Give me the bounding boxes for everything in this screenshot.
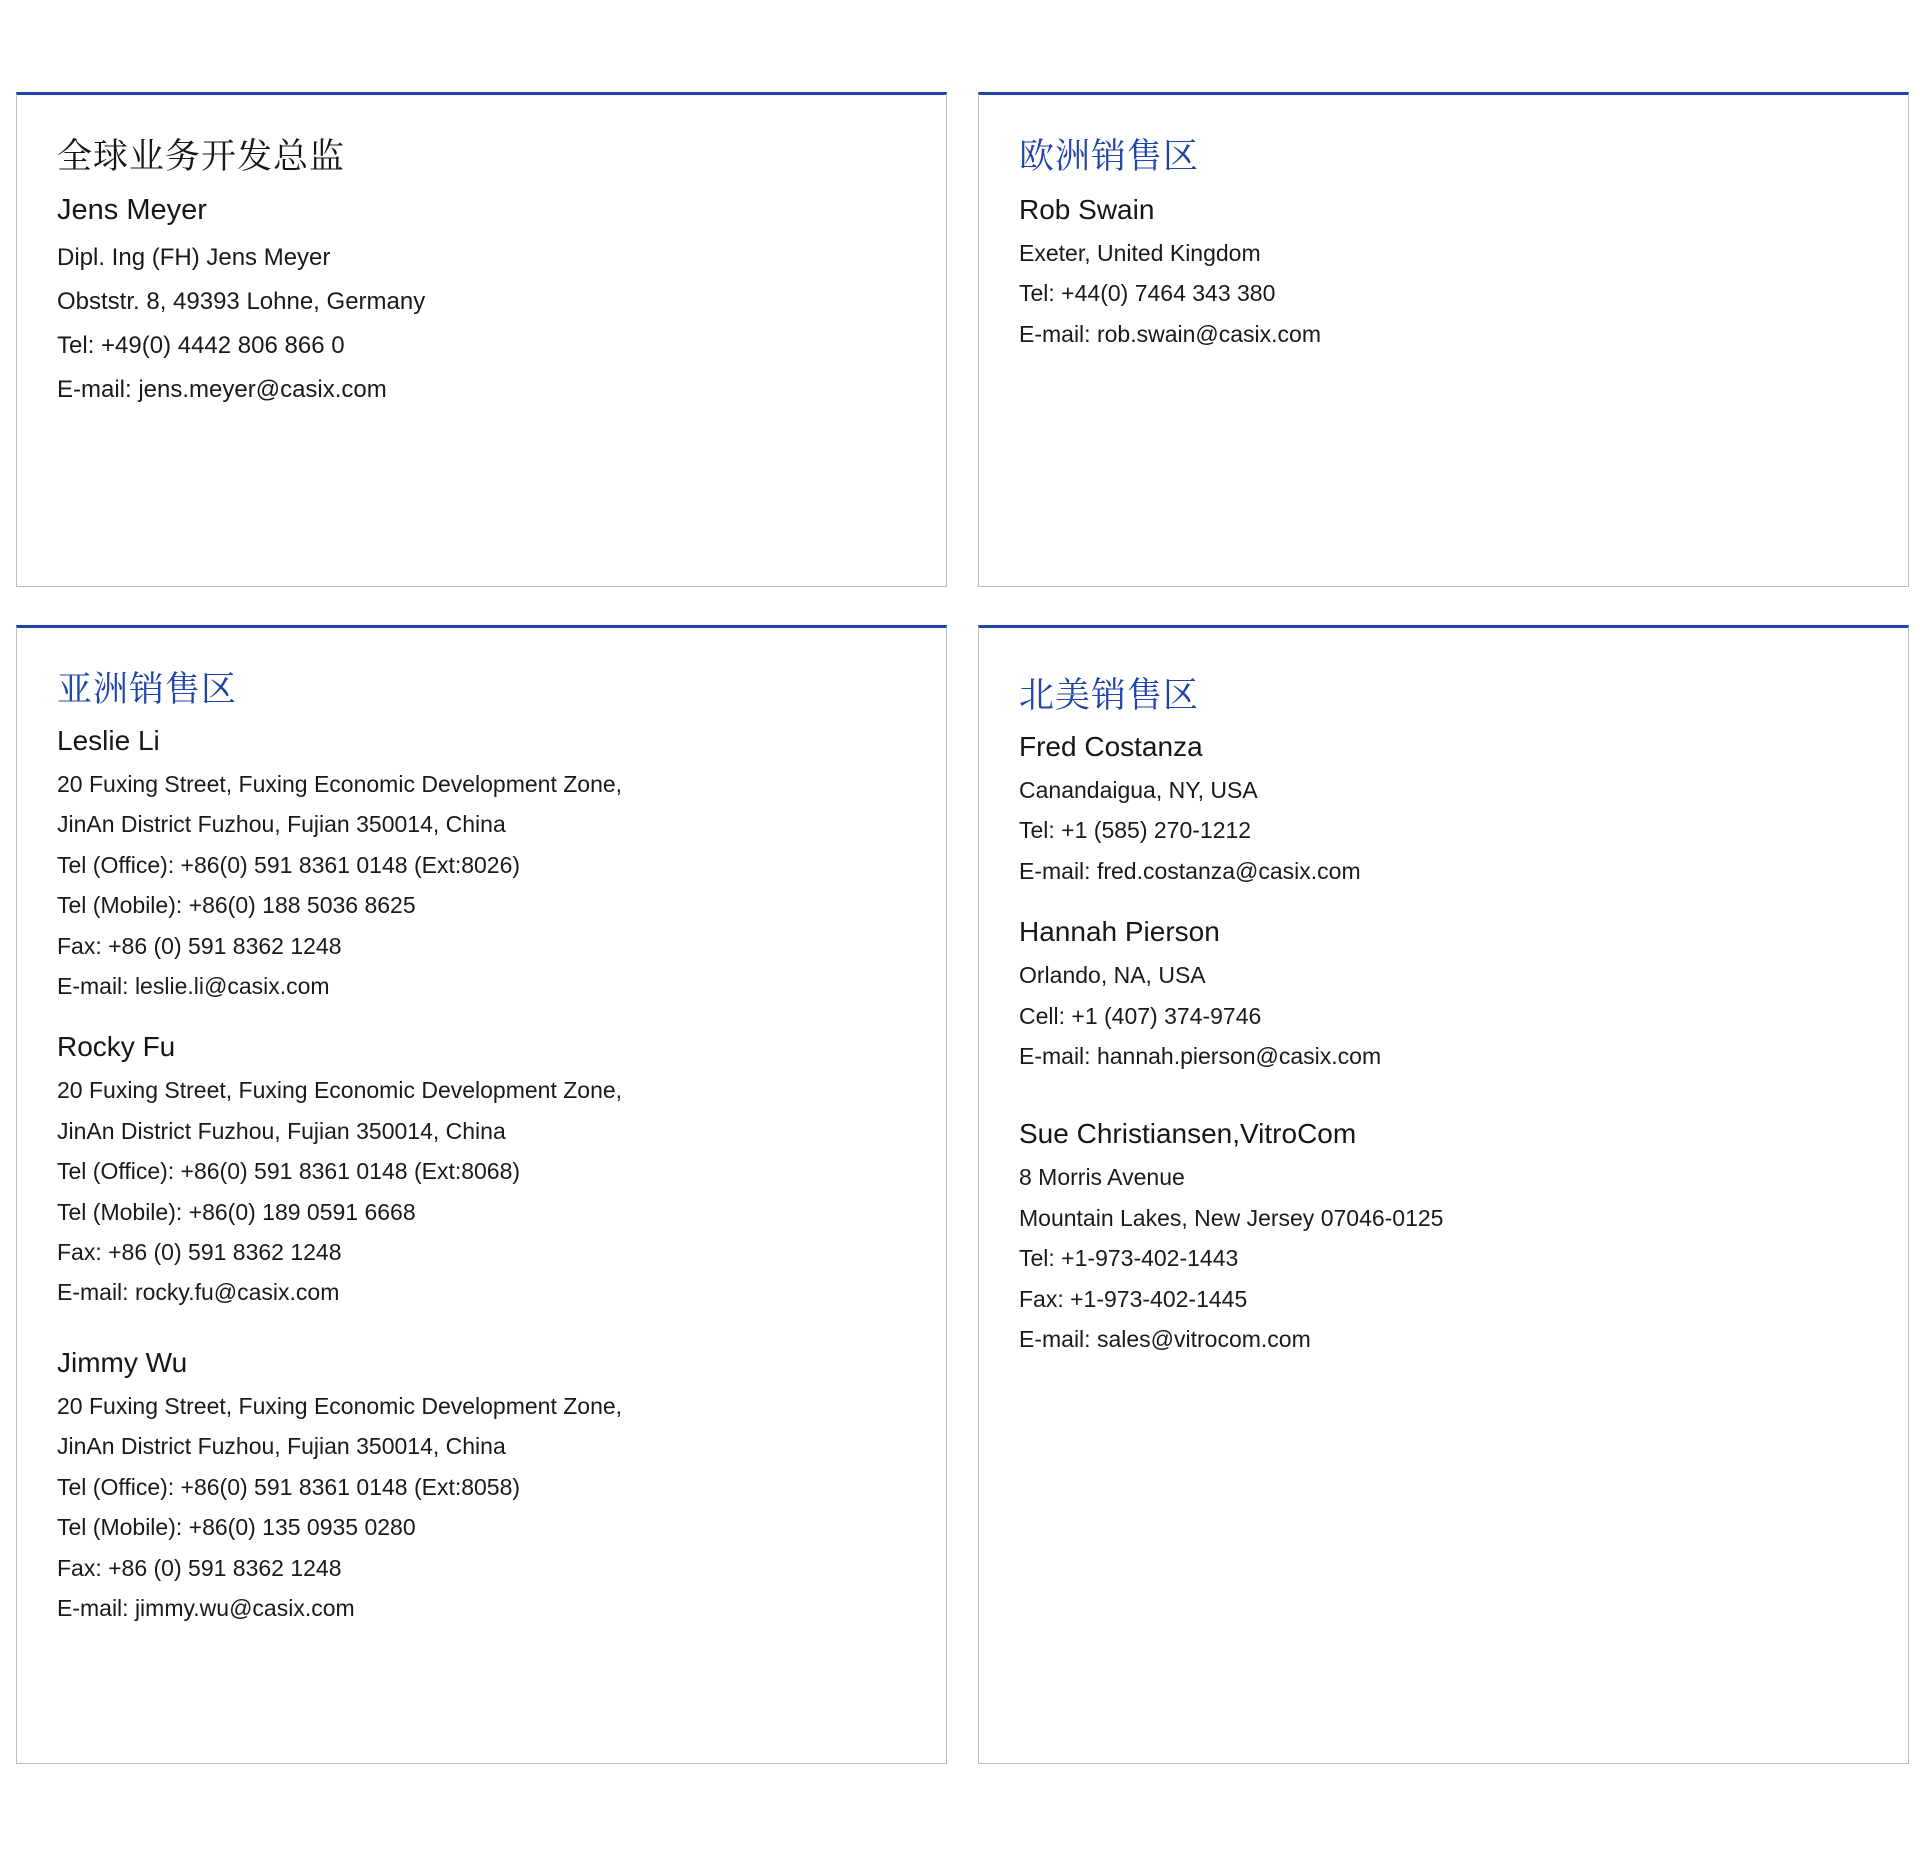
contact-fax: Fax: +86 (0) 591 8362 1248 [57, 1554, 342, 1581]
contact-entry [57, 724, 926, 1006]
contact-fax: Fax: +86 (0) 591 8362 1248 [57, 932, 342, 959]
contact-entry [1019, 193, 1888, 354]
contact-card-global-director [16, 92, 947, 587]
contact-office-phone: Tel (Office): +86(0) 591 8361 0148 (Ext:8068) [57, 1158, 521, 1185]
card-heading: 亚洲销售区 [57, 670, 238, 709]
contact-card-north-america-sales [978, 625, 1909, 1764]
contact-mobile-phone: Tel (Mobile): +86(0) 188 5036 8625 [57, 892, 416, 919]
contact-fax: Fax: +86 (0) 591 8362 1248 [57, 1239, 342, 1266]
contact-name: Sue Christiansen,VitroCom [1019, 1118, 1357, 1150]
contact-location: Canandaigua, NY, USA [1019, 777, 1258, 803]
contact-email: E-mail: leslie.li@casix.com [57, 973, 330, 1000]
contact-email: E-mail: jens.meyer@casix.com [57, 376, 387, 403]
contact-name: Hannah Pierson [1019, 916, 1220, 948]
card-heading: 全球业务开发总监 [57, 137, 346, 176]
card-heading: 北美销售区 [1019, 676, 1200, 715]
contact-entry [57, 1030, 926, 1312]
contact-mobile-phone: Tel (Mobile): +86(0) 135 0935 0280 [57, 1514, 416, 1541]
contact-card-asia-sales [16, 625, 947, 1764]
contact-location: Exeter, United Kingdom [1019, 240, 1261, 266]
card-content [57, 135, 926, 412]
card-content [1019, 135, 1888, 354]
contact-name: Jimmy Wu [57, 1346, 188, 1378]
contact-address-line-2: Mountain Lakes, New Jersey 07046-0125 [1019, 1204, 1444, 1231]
contact-email: E-mail: sales@vitrocom.com [1019, 1326, 1311, 1353]
contact-entry [57, 1346, 926, 1628]
contact-mobile-phone: Tel (Mobile): +86(0) 189 0591 6668 [57, 1198, 416, 1225]
contact-cell-phone: Cell: +1 (407) 374-9746 [1019, 1002, 1262, 1029]
contact-name: Rob Swain [1019, 194, 1155, 225]
card-content [1019, 674, 1888, 1359]
contact-email: E-mail: hannah.pierson@casix.com [1019, 1043, 1382, 1070]
contact-email: E-mail: rob.swain@casix.com [1019, 320, 1321, 347]
contact-phone: Tel: +1-973-402-1443 [1019, 1245, 1239, 1272]
contact-card-europe-sales [978, 92, 1909, 587]
contact-entry [1019, 1117, 1888, 1359]
contact-email: E-mail: fred.costanza@casix.com [1019, 857, 1361, 884]
contact-address-line-1: 20 Fuxing Street, Fuxing Economic Development Zone, [57, 1392, 623, 1419]
contact-address-line-1: 20 Fuxing Street, Fuxing Economic Development Zone, [57, 1077, 623, 1104]
contact-name: Fred Costanza [1019, 731, 1203, 762]
contact-fax: Fax: +1-973-402-1445 [1019, 1285, 1248, 1312]
contact-email: E-mail: rocky.fu@casix.com [57, 1279, 340, 1306]
contact-address-line-2: JinAn District Fuzhou, Fujian 350014, China [57, 1117, 506, 1144]
contact-phone: Tel: +44(0) 7464 343 380 [1019, 280, 1276, 307]
contact-name: Jens Meyer [57, 194, 207, 226]
contact-entry [1019, 915, 1888, 1076]
contact-location: Orlando, NA, USA [1019, 962, 1206, 989]
contact-address-line-2: JinAn District Fuzhou, Fujian 350014, China [57, 811, 506, 838]
contact-title: Dipl. Ing (FH) Jens Meyer [57, 244, 331, 271]
contact-entry [57, 193, 926, 412]
contact-phone: Tel: +49(0) 4442 806 866 0 [57, 332, 345, 359]
contact-entry [1019, 730, 1888, 891]
contact-office-phone: Tel (Office): +86(0) 591 8361 0148 (Ext:8058) [57, 1473, 521, 1500]
card-content [57, 668, 926, 1628]
contact-email: E-mail: jimmy.wu@casix.com [57, 1594, 355, 1621]
contact-name: Rocky Fu [57, 1031, 176, 1063]
contact-phone: Tel: +1 (585) 270-1212 [1019, 817, 1252, 844]
contact-address: Obststr. 8, 49393 Lohne, Germany [57, 288, 426, 315]
contact-address-line-2: JinAn District Fuzhou, Fujian 350014, China [57, 1433, 506, 1460]
contact-address-line-1: 8 Morris Avenue [1019, 1164, 1185, 1191]
contact-office-phone: Tel (Office): +86(0) 591 8361 0148 (Ext:8026) [57, 851, 521, 878]
contact-address-line-1: 20 Fuxing Street, Fuxing Economic Development Zone, [57, 771, 623, 797]
card-heading: 欧洲销售区 [1019, 137, 1200, 176]
contact-name: Leslie Li [57, 725, 160, 756]
